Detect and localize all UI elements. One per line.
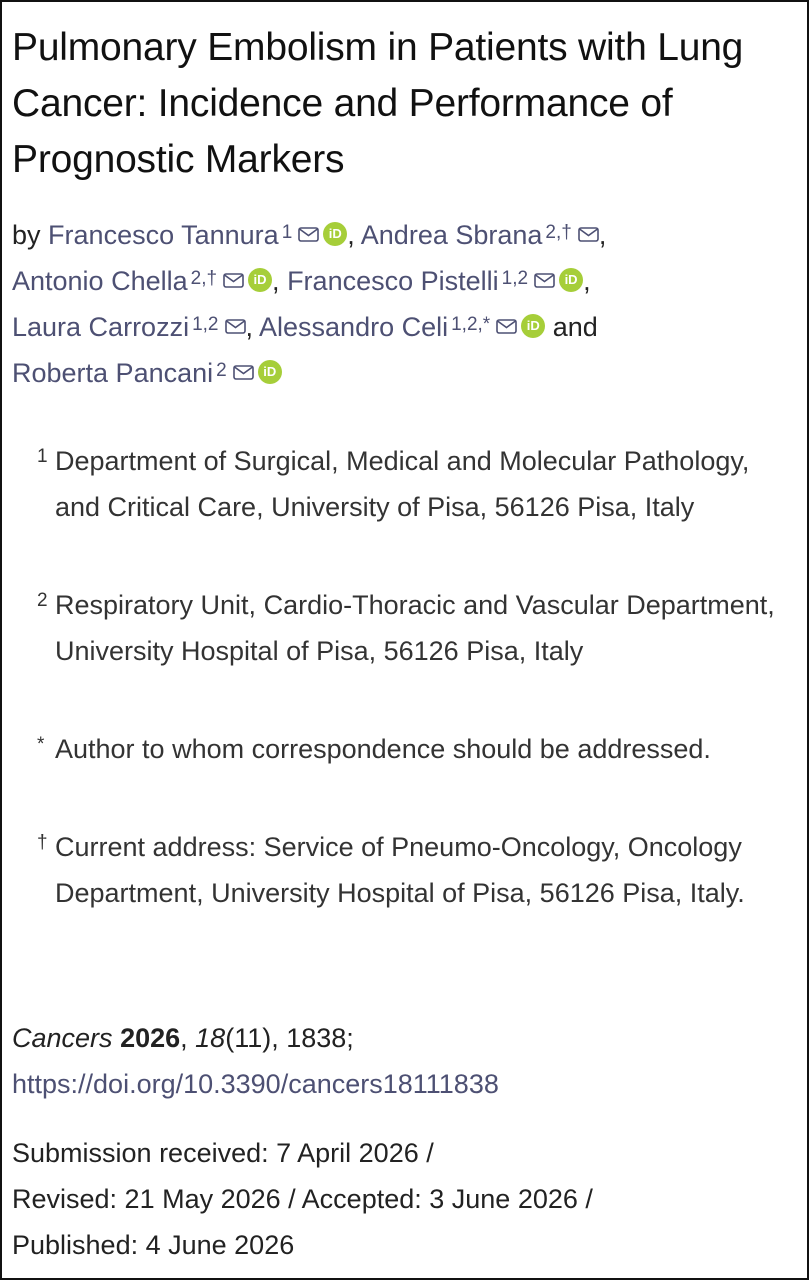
author-link[interactable]: Antonio Chella xyxy=(12,266,188,296)
affiliation-item xyxy=(37,582,775,674)
affiliation-item xyxy=(37,726,775,772)
journal-name: Cancers xyxy=(12,1023,113,1053)
affiliation-mark: 1 xyxy=(37,446,48,467)
affiliation-item xyxy=(37,438,775,530)
author-link[interactable]: Francesco Tannura xyxy=(48,220,279,250)
affiliation-item xyxy=(37,824,775,916)
publication-dates xyxy=(12,1130,802,1268)
affiliation-text: Respiratory Unit, Cardio-Thoracic and Vascular Department, University Hospital of Pisa, 56126 Pisa, Italy xyxy=(55,590,775,666)
affiliation-text: Author to whom correspondence should be addressed. xyxy=(55,734,711,764)
email-icon[interactable] xyxy=(223,273,244,288)
author-affiliation-sup: 1,2 xyxy=(192,314,219,335)
orcid-icon[interactable]: iD xyxy=(248,268,272,292)
author-link[interactable]: Alessandro Celi xyxy=(259,312,449,342)
affiliation-mark: 2 xyxy=(37,590,48,611)
affiliation-text: Department of Surgical, Medical and Molecular Pathology, and Critical Care, University of Pisa, 56126 Pisa, Italy xyxy=(55,446,750,522)
citation-pages: , 1838; xyxy=(271,1023,354,1053)
by-label: by xyxy=(12,220,41,250)
date-line-submission: Submission received: 7 April 2026 / xyxy=(12,1138,434,1168)
citation-year: 2026 xyxy=(120,1023,181,1053)
author-list: by Francesco Tannura $^1$ iD , Andrea Sbrana $^{2,\dagger}$ , Antonio Chella $^{2,\dagger}$ iD , Francesco Pistelli $^{1,2}$ iD , Laura Carrozzi $^{1,2}$ , Alessandro Celi $^{1,2,*}$ iD and Roberta Pancani $^2$ iD xyxy=(12,220,607,388)
author-link[interactable]: Francesco Pistelli xyxy=(287,266,499,296)
email-icon[interactable] xyxy=(233,365,254,380)
article-title: Pulmonary Embolism in Patients with Lung Cancer: Incidence and Performance of Prognostic Markers xyxy=(12,26,744,181)
citation: Cancers 2026, 18(11), 1838; https://doi.org/10.3390/cancers18111838 xyxy=(12,1023,499,1099)
affiliation-mark: † xyxy=(37,832,48,853)
author-link[interactable]: Roberta Pancani xyxy=(12,358,214,388)
email-icon[interactable] xyxy=(298,227,319,242)
orcid-icon[interactable]: iD xyxy=(559,268,583,292)
orcid-icon[interactable]: iD xyxy=(323,222,347,246)
orcid-icon[interactable]: iD xyxy=(258,360,282,384)
email-icon[interactable] xyxy=(496,319,517,334)
email-icon[interactable] xyxy=(225,319,246,334)
author-link[interactable]: Laura Carrozzi xyxy=(12,312,190,342)
affiliation-mark: * xyxy=(37,734,45,755)
author-affiliation-sup: 1,2,* xyxy=(451,314,491,335)
orcid-icon[interactable]: iD xyxy=(521,314,545,338)
email-icon[interactable] xyxy=(578,227,599,242)
date-line-published: Published: 4 June 2026 xyxy=(12,1230,295,1260)
author-affiliation-sup: 2,† xyxy=(545,222,572,243)
author-affiliation-sup: 1 xyxy=(281,222,293,243)
email-icon[interactable] xyxy=(534,273,555,288)
author-affiliation-sup: 2,† xyxy=(190,268,218,289)
doi-link[interactable]: https://doi.org/10.3390/cancers18111838 xyxy=(12,1069,499,1099)
affiliation-text: Current address: Service of Pneumo-Oncology, Oncology Department, University Hospital of Pisa, 56126 Pisa, Italy. xyxy=(55,832,745,908)
citation-volume: 18 xyxy=(195,1023,226,1053)
author-affiliation-sup: 1,2 xyxy=(501,268,529,289)
author-link[interactable]: Andrea Sbrana xyxy=(360,220,543,250)
citation-issue: (11) xyxy=(225,1023,272,1053)
and-label: and xyxy=(552,312,598,342)
author-affiliation-sup: 2 xyxy=(216,360,227,381)
date-line-revised-accepted: Revised: 21 May 2026 / Accepted: 3 June 2026 / xyxy=(12,1184,593,1214)
